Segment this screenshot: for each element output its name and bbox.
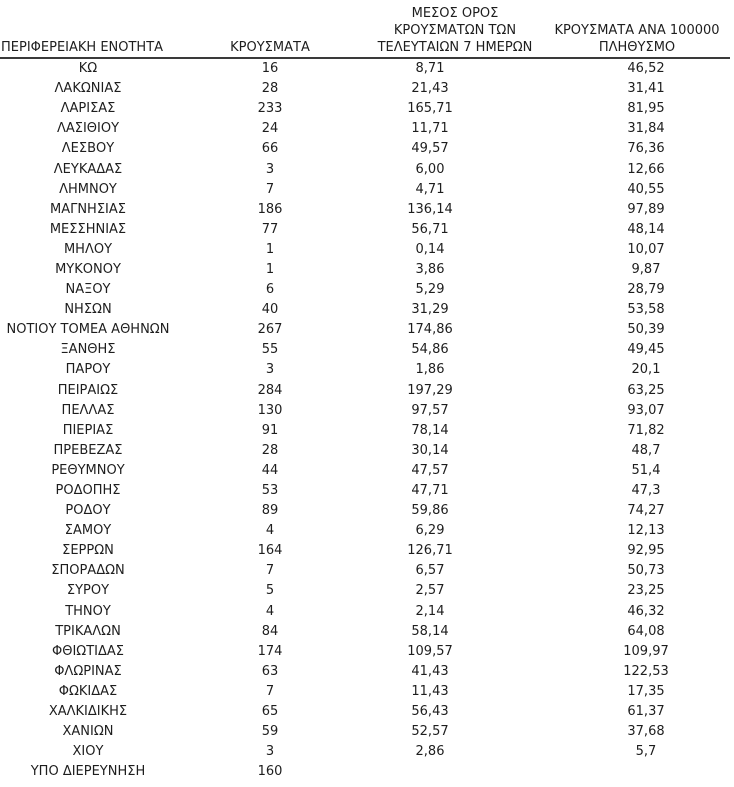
region-cell: ΛΕΣΒΟΥ bbox=[61, 141, 115, 157]
table-row bbox=[0, 662, 734, 682]
region-cell: ΠΙΕΡΙΑΣ bbox=[62, 422, 114, 438]
table-row bbox=[0, 320, 734, 340]
avg-7day-cell: 2,86 bbox=[415, 744, 445, 760]
avg-7day-cell: 6,29 bbox=[415, 523, 445, 539]
cases-count-cell: 267 bbox=[257, 322, 283, 338]
cases-count-cell: 40 bbox=[261, 302, 279, 318]
region-cell: ΜΥΚΟΝΟΥ bbox=[55, 261, 121, 277]
per-100k-cell: 48,7 bbox=[631, 442, 661, 458]
cases-count-cell: 28 bbox=[261, 81, 279, 97]
region-cell: ΜΗΛΟΥ bbox=[63, 241, 113, 257]
per-100k-cell: 46,52 bbox=[627, 61, 665, 77]
cases-count-cell: 130 bbox=[257, 402, 283, 418]
table-row bbox=[0, 240, 734, 260]
region-cell: ΥΠΟ ΔΙΕΡΕΥΝΗΣΗ bbox=[30, 764, 146, 780]
table-row bbox=[0, 481, 734, 501]
col-header-7day-average-line-2: ΚΡΟΥΣΜΑΤΩΝ ΤΩΝ bbox=[393, 23, 517, 38]
region-cell: ΡΟΔΟΥ bbox=[65, 503, 111, 519]
per-100k-cell: 12,13 bbox=[627, 523, 665, 539]
per-100k-cell: 5,7 bbox=[635, 744, 657, 760]
table-row bbox=[0, 200, 734, 220]
region-cell: ΜΕΣΣΗΝΙΑΣ bbox=[49, 221, 127, 237]
avg-7day-cell: 30,14 bbox=[411, 442, 449, 458]
region-cell: ΦΘΙΩΤΙΔΑΣ bbox=[51, 643, 124, 659]
cases-count-cell: 91 bbox=[261, 422, 279, 438]
region-cell: ΝΗΣΩΝ bbox=[64, 302, 112, 318]
col-header-cases: ΚΡΟΥΣΜΑΤΑ bbox=[230, 40, 310, 55]
region-cell: ΧΙΟΥ bbox=[72, 744, 104, 760]
cases-count-cell: 77 bbox=[261, 221, 279, 237]
avg-7day-cell: 2,57 bbox=[415, 583, 445, 599]
avg-7day-cell: 8,71 bbox=[415, 61, 445, 77]
table-row bbox=[0, 602, 734, 622]
table-row bbox=[0, 421, 734, 441]
avg-7day-cell: 31,29 bbox=[411, 302, 449, 318]
col-header-7day-average-line-3: ΤΕΛΕΥΤΑΙΩΝ 7 ΗΜΕΡΩΝ bbox=[377, 40, 533, 55]
per-100k-cell: 46,32 bbox=[627, 603, 665, 619]
table-row bbox=[0, 702, 734, 722]
cases-count-cell: 7 bbox=[265, 683, 275, 699]
avg-7day-cell: 41,43 bbox=[411, 663, 449, 679]
table-row bbox=[0, 119, 734, 139]
per-100k-cell: 28,79 bbox=[627, 282, 665, 298]
table-row bbox=[0, 381, 734, 401]
table-row bbox=[0, 180, 734, 200]
avg-7day-cell: 2,14 bbox=[415, 603, 445, 619]
table-row bbox=[0, 300, 734, 320]
avg-7day-cell: 6,00 bbox=[415, 161, 445, 177]
table-row bbox=[0, 762, 734, 782]
per-100k-cell: 109,97 bbox=[623, 643, 669, 659]
table-row bbox=[0, 401, 734, 421]
col-header-per-100k-line-2: ΠΛΗΘΥΣΜΟ bbox=[598, 40, 676, 55]
avg-7day-cell: 11,43 bbox=[411, 683, 449, 699]
cases-count-cell: 3 bbox=[265, 362, 275, 378]
region-cell: ΞΑΝΘΗΣ bbox=[60, 342, 116, 358]
table-row bbox=[0, 220, 734, 240]
table-row bbox=[0, 581, 734, 601]
region-cell: ΣΠΟΡΑΔΩΝ bbox=[51, 563, 125, 579]
per-100k-cell: 17,35 bbox=[627, 683, 665, 699]
col-header-regional-unit: ΠΕΡΙΦΕΡΕΙΑΚΗ ΕΝΟΤΗΤΑ bbox=[1, 40, 164, 55]
table-row bbox=[0, 79, 734, 99]
cases-count-cell: 186 bbox=[257, 201, 283, 217]
region-cell: ΚΩ bbox=[78, 61, 98, 77]
cases-count-cell: 164 bbox=[257, 543, 283, 559]
per-100k-cell: 31,41 bbox=[627, 81, 665, 97]
region-cell: ΣΥΡΟΥ bbox=[66, 583, 110, 599]
per-100k-cell: 31,84 bbox=[627, 121, 665, 137]
cases-count-cell: 28 bbox=[261, 442, 279, 458]
region-cell: ΠΕΙΡΑΙΩΣ bbox=[57, 382, 119, 398]
avg-7day-cell: 58,14 bbox=[411, 623, 449, 639]
cases-count-cell: 44 bbox=[261, 462, 279, 478]
table-row bbox=[0, 541, 734, 561]
per-100k-cell: 61,37 bbox=[627, 704, 665, 720]
cases-count-cell: 1 bbox=[265, 261, 275, 277]
per-100k-cell: 93,07 bbox=[627, 402, 665, 418]
table-row bbox=[0, 159, 734, 179]
cases-count-cell: 84 bbox=[261, 623, 279, 639]
cases-count-cell: 284 bbox=[257, 382, 283, 398]
avg-7day-cell: 56,43 bbox=[411, 704, 449, 720]
avg-7day-cell: 126,71 bbox=[407, 543, 453, 559]
cases-count-cell: 53 bbox=[261, 483, 279, 499]
table-body bbox=[0, 59, 734, 782]
cases-count-cell: 5 bbox=[265, 583, 275, 599]
per-100k-cell: 37,68 bbox=[627, 724, 665, 740]
region-cell: ΝΟΤΙΟΥ ΤΟΜΕΑ ΑΘΗΝΩΝ bbox=[6, 322, 170, 338]
region-cell: ΝΑΞΟΥ bbox=[65, 282, 111, 298]
region-cell: ΦΛΩΡΙΝΑΣ bbox=[54, 663, 122, 679]
cases-count-cell: 174 bbox=[257, 643, 283, 659]
col-header-per-100k-line-1: ΚΡΟΥΣΜΑΤΑ ΑΝΑ 100000 bbox=[554, 23, 720, 38]
table-row bbox=[0, 501, 734, 521]
table-row bbox=[0, 340, 734, 360]
table-row bbox=[0, 99, 734, 119]
table-row bbox=[0, 360, 734, 380]
avg-7day-cell: 49,57 bbox=[411, 141, 449, 157]
per-100k-cell: 97,89 bbox=[627, 201, 665, 217]
region-cell: ΛΕΥΚΑΔΑΣ bbox=[53, 161, 123, 177]
avg-7day-cell: 5,29 bbox=[415, 282, 445, 298]
region-cell: ΡΟΔΟΠΗΣ bbox=[55, 483, 121, 499]
region-cell: ΤΡΙΚΑΛΩΝ bbox=[55, 623, 121, 639]
region-cell: ΠΑΡΟΥ bbox=[65, 362, 111, 378]
table-row bbox=[0, 622, 734, 642]
avg-7day-cell: 136,14 bbox=[407, 201, 453, 217]
avg-7day-cell: 4,71 bbox=[415, 181, 445, 197]
avg-7day-cell: 21,43 bbox=[411, 81, 449, 97]
table-row bbox=[0, 59, 734, 79]
per-100k-cell: 47,3 bbox=[631, 483, 661, 499]
per-100k-cell: 122,53 bbox=[623, 663, 669, 679]
cases-count-cell: 7 bbox=[265, 181, 275, 197]
table-row bbox=[0, 280, 734, 300]
col-header-7day-average-line-1: ΜΕΣΟΣ ΟΡΟΣ bbox=[411, 6, 499, 21]
cases-count-cell: 16 bbox=[261, 61, 279, 77]
avg-7day-cell: 174,86 bbox=[407, 322, 453, 338]
cases-count-cell: 7 bbox=[265, 563, 275, 579]
cases-count-cell: 3 bbox=[265, 744, 275, 760]
table-header bbox=[0, 0, 730, 59]
table-row bbox=[0, 642, 734, 662]
cases-count-cell: 55 bbox=[261, 342, 279, 358]
region-cell: ΛΑΡΙΣΑΣ bbox=[60, 101, 116, 117]
avg-7day-cell: 3,86 bbox=[415, 261, 445, 277]
table-row bbox=[0, 521, 734, 541]
avg-7day-cell: 47,71 bbox=[411, 483, 449, 499]
region-cell: ΠΕΛΛΑΣ bbox=[61, 402, 115, 418]
per-100k-cell: 9,87 bbox=[631, 261, 661, 277]
avg-7day-cell: 54,86 bbox=[411, 342, 449, 358]
avg-7day-cell: 97,57 bbox=[411, 402, 449, 418]
table-row bbox=[0, 722, 734, 742]
region-cell: ΜΑΓΝΗΣΙΑΣ bbox=[49, 201, 126, 217]
region-cell: ΛΑΚΩΝΙΑΣ bbox=[54, 81, 122, 97]
per-100k-cell: 63,25 bbox=[627, 382, 665, 398]
per-100k-cell: 20,1 bbox=[631, 362, 661, 378]
per-100k-cell: 40,55 bbox=[627, 181, 665, 197]
cases-count-cell: 66 bbox=[261, 141, 279, 157]
avg-7day-cell: 197,29 bbox=[407, 382, 453, 398]
region-cell: ΦΩΚΙΔΑΣ bbox=[58, 683, 118, 699]
avg-7day-cell: 52,57 bbox=[411, 724, 449, 740]
table-row bbox=[0, 260, 734, 280]
per-100k-cell: 71,82 bbox=[627, 422, 665, 438]
region-cell: ΛΗΜΝΟΥ bbox=[59, 181, 117, 197]
avg-7day-cell: 56,71 bbox=[411, 221, 449, 237]
cases-count-cell: 1 bbox=[265, 241, 275, 257]
region-cell: ΧΑΝΙΩΝ bbox=[62, 724, 114, 740]
cases-count-cell: 63 bbox=[261, 663, 279, 679]
per-100k-cell: 51,4 bbox=[631, 462, 661, 478]
avg-7day-cell: 0,14 bbox=[415, 241, 445, 257]
region-cell: ΛΑΣΙΘΙΟΥ bbox=[56, 121, 120, 137]
per-100k-cell: 53,58 bbox=[627, 302, 665, 318]
per-100k-cell: 76,36 bbox=[627, 141, 665, 157]
per-100k-cell: 74,27 bbox=[627, 503, 665, 519]
per-100k-cell: 12,66 bbox=[627, 161, 665, 177]
avg-7day-cell: 78,14 bbox=[411, 422, 449, 438]
table-row bbox=[0, 461, 734, 481]
cases-count-cell: 65 bbox=[261, 704, 279, 720]
cases-count-cell: 89 bbox=[261, 503, 279, 519]
avg-7day-cell: 109,57 bbox=[407, 643, 453, 659]
cases-count-cell: 6 bbox=[265, 282, 275, 298]
per-100k-cell: 49,45 bbox=[627, 342, 665, 358]
region-cell: ΤΗΝΟΥ bbox=[65, 603, 111, 619]
col-header-per-100k bbox=[537, 22, 734, 56]
region-cell: ΣΑΜΟΥ bbox=[64, 523, 112, 539]
per-100k-cell: 48,14 bbox=[627, 221, 665, 237]
table-row bbox=[0, 441, 734, 461]
table-row bbox=[0, 742, 734, 762]
region-cell: ΣΕΡΡΩΝ bbox=[62, 543, 114, 559]
per-100k-cell: 50,39 bbox=[627, 322, 665, 338]
per-100k-cell: 81,95 bbox=[627, 101, 665, 117]
region-cell: ΡΕΘΥΜΝΟΥ bbox=[51, 462, 125, 478]
per-100k-cell: 64,08 bbox=[627, 623, 665, 639]
per-100k-cell: 50,73 bbox=[627, 563, 665, 579]
avg-7day-cell: 6,57 bbox=[415, 563, 445, 579]
cases-count-cell: 59 bbox=[261, 724, 279, 740]
cases-count-cell: 160 bbox=[257, 764, 283, 780]
avg-7day-cell: 47,57 bbox=[411, 462, 449, 478]
region-cell: ΧΑΛΚΙΔΙΚΗΣ bbox=[48, 704, 128, 720]
table-row bbox=[0, 139, 734, 159]
table-row bbox=[0, 682, 734, 702]
avg-7day-cell: 165,71 bbox=[407, 101, 453, 117]
per-100k-cell: 23,25 bbox=[627, 583, 665, 599]
per-100k-cell: 10,07 bbox=[627, 241, 665, 257]
cases-count-cell: 24 bbox=[261, 121, 279, 137]
avg-7day-cell: 1,86 bbox=[415, 362, 445, 378]
cases-count-cell: 4 bbox=[265, 523, 275, 539]
cases-count-cell: 4 bbox=[265, 603, 275, 619]
avg-7day-cell: 11,71 bbox=[411, 121, 449, 137]
region-cell: ΠΡΕΒΕΖΑΣ bbox=[53, 442, 123, 458]
table-row bbox=[0, 561, 734, 581]
per-100k-cell: 92,95 bbox=[627, 543, 665, 559]
cases-count-cell: 3 bbox=[265, 161, 275, 177]
cases-count-cell: 233 bbox=[257, 101, 283, 117]
avg-7day-cell: 59,86 bbox=[411, 503, 449, 519]
